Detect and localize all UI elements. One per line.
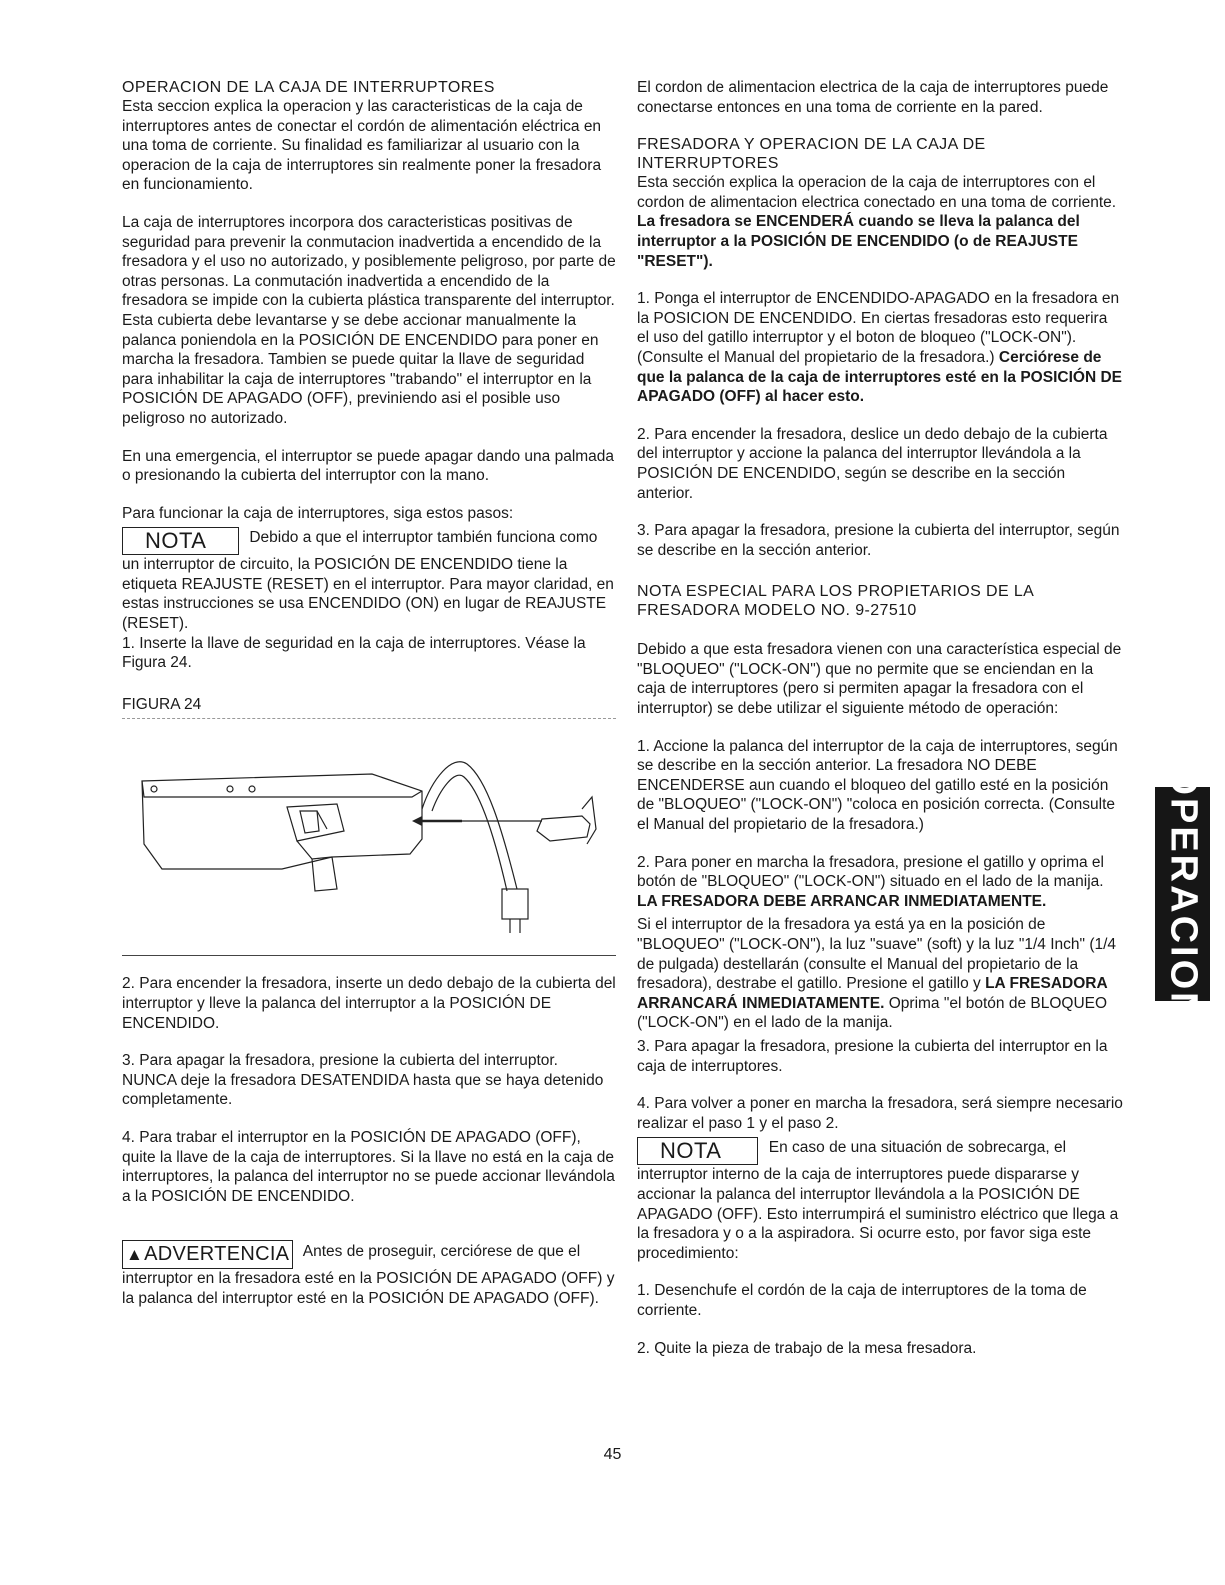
- step-1: 1. Ponga el interruptor de ENCENDIDO-APAGADO en la fresadora en la POSICION DE ENCENDIDO. En ciertas fresadoras esto requerira el uso del gatillo interruptor y el boton de bloqueo ("LOCK-ON"). (Consulte el Manual del propietario de la fresadora.) Cerciórese de que la palanca de la caja de interruptores esté en la POSICIÓN DE APAGADO (OFF) al hacer esto.: [637, 290, 1122, 406]
- figure-bottom-rule: [122, 955, 616, 956]
- nota-text: En caso de una situación de sobrecarga, el interruptor interno de la caja de interruptores puede dispararse y accionar la palanca del interruptor llevándola a la POSICIÓN DE APAGADO (OFF). Esto interrumpirá el suministro eléctrico que llega a la fresadora y o a la aspiradora. Si ocurre esto, por favor siga este procedimiento:: [637, 1139, 1119, 1262]
- section-intro: Debido a que esta fresadora vienen con una característica especial de "BLOQUEO" ("LOCK-ON") que no permite que se enciendan en la caja de interruptores (pero si permiten apagar la fresadora con el interruptor) se debe utilizar el siguiente método de operación:: [637, 641, 1122, 718]
- section-title-fresadora: FRESADORA Y OPERACION DE LA CAJA DE INTERRUPTORES: [637, 136, 986, 173]
- paragraph: El cordon de alimentacion electrica de la caja de interruptores puede conectarse entonces en una toma de corriente en la pared.: [637, 79, 1109, 116]
- nota-label: NOTA: [122, 527, 239, 555]
- nota-step-2: 2. Quite la pieza de trabajo de la mesa fresadora.: [637, 1339, 977, 1357]
- right-column: [637, 78, 1123, 1376]
- warning-text: Antes de proseguir, cerciórese de que el interruptor en la fresadora esté en la POSICIÓN DE APAGADO (OFF) y la palanca del interruptor esté en la POSICIÓN DE APAGADO (OFF).: [122, 1243, 615, 1307]
- paragraph: Si el interruptor de la fresadora ya está ya en la posición de "BLOQUEO" ("LOCK-ON"), la luz "suave" (soft) y la luz "1/4 Inch" (1/4 de pulgada) destellarán (consulte el Manual del propietario de la fresadora), destrabe el gatillo. Presione el gatillo y LA FRESADORA ARRANCARÁ INMEDIATAMENTE. Oprima "el botón de BLOQUEO ("LOCK-ON") en el lado de la manija.: [637, 916, 1117, 1032]
- paragraph: En una emergencia, el interruptor se puede apagar dando una palmada o presionando la cubierta del interruptor con la mano.: [122, 447, 615, 485]
- page-number: 45: [603, 1446, 622, 1463]
- left-column: [122, 78, 616, 1327]
- step-2: 2. Para encender la fresadora, deslice un dedo debajo de la cubierta del interruptor y accione la palanca del interruptor llevándola a la POSICIÓN DE ENCENDIDO, según se describe en la sección anterior.: [637, 425, 1108, 502]
- paragraph: La caja de interruptores incorpora dos caracteristicas positivas de seguridad para prevenir la conmutacion inadvertida a encendido de la fresadora y el uso no autorizado, y posiblemente peligroso, por parte de otras personas. La conmutación inadvertida a encendido de la fresadora se impide con la cubierta plástica transparente del interruptor. Esta cubierta debe levantarse y se debe accionar manualmente la palanca poniendola en la POSICIÓN DE ENCENDIDO para poner en marcha la fresadora. Tambien se puede quitar la llave de seguridad para inhabilitar la caja de interruptores "trabando" el interruptor en la POSICIÓN DE APAGADO (OFF), previniendo asi el posible uso peligroso no autorizado.: [122, 213, 616, 427]
- side-tab: OPERACION: [1155, 787, 1210, 1001]
- switch-box-drawing: [122, 719, 616, 951]
- warning-label: ▲ADVERTENCIA: [122, 1240, 293, 1269]
- step-1: 1. Accione la palanca del interruptor de la caja de interruptores, según se describe en la sección anterior. La fresadora NO DEBE ENCENDERSE aun cuando el bloqueo del gatillo esté en la posición de "BLOQUEO" ("LOCK-ON") "coloca en posición correcta. (Consulte el Manual del propietario de la fresadora.): [637, 737, 1118, 834]
- step-2: 2. Para poner en marcha la fresadora, presione el gatillo y oprima el botón de "BLOQUEO" ("LOCK-ON") situado en el lado de la manija. LA FRESADORA DEBE ARRANCAR INMEDIATAMENTE.: [637, 853, 1104, 910]
- figure-24-illustration: [122, 719, 616, 951]
- step-2: 2. Para encender la fresadora, inserte un dedo debajo de la cubierta del interruptor y lleve la palanca del interruptor a la POSICIÓN DE ENCENDIDO.: [122, 975, 616, 1032]
- paragraph: Para funcionar la caja de interruptores, siga estos pasos:: [122, 504, 514, 522]
- nota-block: [122, 527, 616, 633]
- paragraph: Esta seccion explica la operacion y las caracteristicas de la caja de interruptores antes de conectar el cordón de alimentación eléctrica en una toma de corriente. Su finalidad es familiarizar al usuario con la operacion de la caja de interruptores sin realmente poner la fresadora en funcionamiento.: [122, 98, 602, 194]
- warning-block: [122, 1240, 616, 1308]
- section-title-caja: OPERACION DE LA CAJA DE INTERRUPTORES: [122, 79, 495, 96]
- figure-title: FIGURA 24: [122, 695, 202, 713]
- step-3: 3. Para apagar la fresadora, presione la cubierta del interruptor en la caja de interruptores.: [637, 1037, 1108, 1075]
- nota-label: NOTA: [637, 1137, 758, 1165]
- warning-triangle-icon: ▲: [126, 1245, 144, 1265]
- step-3: 3. Para apagar la fresadora, presione la cubierta del interruptor, según se describe en la sección anterior.: [637, 522, 1120, 559]
- step-1: 1. Inserte la llave de seguridad en la caja de interruptores. Véase la Figura 24.: [122, 634, 586, 672]
- nota-block: [637, 1137, 1123, 1263]
- step-4: 4. Para trabar el interruptor en la POSICIÓN DE APAGADO (OFF), quite la llave de la caja de interruptores. Si la llave no está en la caja de interruptores, la palanca del interruptor no se puede accionar llevándola a la POSICIÓN DE ENCENDIDO.: [122, 1129, 615, 1205]
- step-4: 4. Para volver a poner en marcha la fresadora, será siempre necesario realizar el paso 1 y el paso 2.: [637, 1095, 1123, 1132]
- section-title-nota-especial: NOTA ESPECIAL PARA LOS PROPIETARIOS DE LA FRESADORA MODELO NO. 9-27510: [637, 583, 1034, 620]
- section-intro: Esta sección explica la operacion de la caja de interruptores con el cordon de alimentacion electrica conectado en una toma de corriente. La fresadora se ENCENDERÁ cuando se lleva la palanca del interruptor a la POSICIÓN DE ENCENDIDO (o de REAJUSTE "RESET").: [637, 174, 1117, 270]
- step-3: 3. Para apagar la fresadora, presione la cubierta del interruptor. NUNCA deje la fresadora DESATENDIDA hasta que se haya detenido completamente.: [122, 1052, 604, 1109]
- nota-text: Debido a que el interruptor también funciona como un interruptor de circuito, la POSICIÓN DE ENCENDIDO tiene la etiqueta REAJUSTE (RESET) en el interruptor. Para mayor claridad, en estas instrucciones se usa ENCENDIDO (ON) en lugar de REAJUSTE (RESET).: [122, 529, 614, 633]
- nota-step-1: 1. Desenchufe el cordón de la caja de interruptores de la toma de corriente.: [637, 1282, 1087, 1319]
